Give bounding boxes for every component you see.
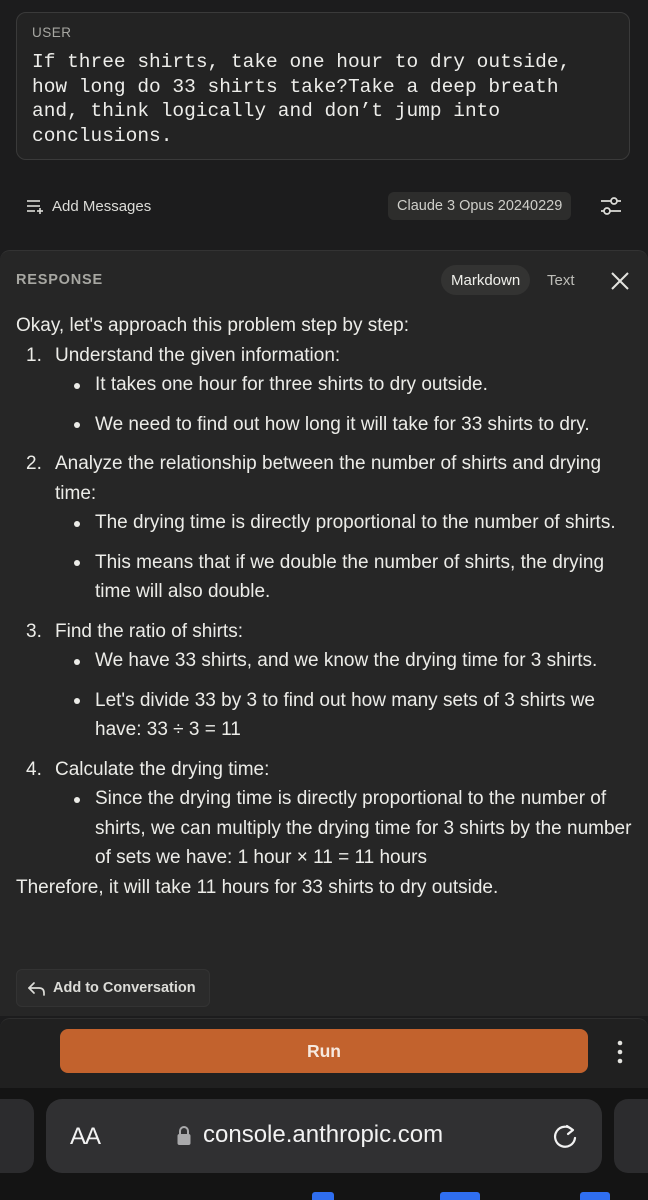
bullet-item: Let's divide 33 by 3 to find out how many sets of 3 shirts we have: 33 ÷ 3 = 11 bbox=[55, 686, 638, 745]
bullet-item: The drying time is directly proportional to the number of shirts. bbox=[55, 508, 638, 538]
step-number: 4. bbox=[26, 758, 42, 780]
reply-arrow-icon bbox=[27, 980, 47, 996]
response-body bbox=[16, 311, 638, 902]
settings-sliders-icon[interactable] bbox=[598, 193, 624, 219]
run-button[interactable]: Run bbox=[60, 1029, 588, 1073]
address-bar[interactable] bbox=[46, 1099, 602, 1173]
step-number: 3. bbox=[26, 620, 42, 642]
tabs-icon[interactable] bbox=[580, 1192, 610, 1200]
step-title: Calculate the drying time: bbox=[55, 758, 270, 780]
tab-markdown[interactable]: Markdown bbox=[441, 265, 530, 295]
model-selector[interactable]: Claude 3 Opus 20240229 bbox=[388, 192, 571, 220]
bullet-item: We need to find out how long it will take for 33 shirts to dry. bbox=[55, 410, 638, 440]
bullet-list bbox=[55, 646, 638, 745]
more-options-icon[interactable] bbox=[610, 1039, 630, 1065]
step-item bbox=[16, 449, 638, 607]
share-icon[interactable] bbox=[312, 1192, 334, 1200]
run-bar bbox=[0, 1018, 648, 1089]
text-size-button[interactable] bbox=[70, 1123, 100, 1151]
reload-icon[interactable] bbox=[550, 1121, 580, 1151]
next-tab-preview[interactable] bbox=[614, 1099, 648, 1173]
add-messages-label: Add Messages bbox=[52, 197, 152, 215]
close-icon[interactable] bbox=[608, 269, 632, 293]
url-text[interactable]: console.anthropic.com bbox=[203, 1121, 444, 1148]
bullet-item: We have 33 shirts, and we know the drying time for 3 shirts. bbox=[55, 646, 638, 676]
step-item bbox=[16, 617, 638, 745]
step-title: Find the ratio of shirts: bbox=[55, 620, 243, 642]
add-to-conversation-button[interactable] bbox=[16, 969, 210, 1007]
step-number: 1. bbox=[26, 344, 42, 366]
add-messages-icon bbox=[26, 198, 44, 214]
step-item bbox=[16, 755, 638, 873]
bullet-item: It takes one hour for three shirts to dry outside. bbox=[55, 370, 638, 400]
lock-icon bbox=[176, 1125, 192, 1147]
response-panel bbox=[0, 250, 648, 1016]
step-title: Understand the given information: bbox=[55, 344, 341, 366]
bookmarks-icon[interactable] bbox=[440, 1192, 480, 1200]
response-intro: Okay, let's approach this problem step by step: bbox=[16, 315, 409, 336]
step-title: Analyze the relationship between the number of shirts and drying time: bbox=[55, 453, 602, 504]
step-number: 2. bbox=[26, 453, 42, 474]
previous-tab-preview[interactable] bbox=[0, 1099, 34, 1173]
user-message-card[interactable] bbox=[16, 12, 630, 160]
tab-text[interactable]: Text bbox=[547, 272, 575, 289]
bullet-list bbox=[55, 508, 638, 607]
user-role-label: USER bbox=[32, 25, 72, 40]
add-messages-button[interactable] bbox=[26, 194, 151, 218]
bullet-item: This means that if we double the number of shirts, the drying time will also double. bbox=[55, 548, 638, 607]
user-message-text[interactable]: If three shirts, take one hour to dry outside, how long do 33 shirts take?Take a deep breath and, think logically and don’t jump into conclusions. bbox=[32, 51, 571, 147]
response-label: RESPONSE bbox=[16, 272, 103, 288]
step-item bbox=[16, 341, 638, 440]
text-size-label: AA bbox=[70, 1123, 101, 1150]
steps-list bbox=[16, 341, 638, 873]
bullet-list bbox=[55, 784, 638, 873]
browser-toolbar bbox=[0, 1088, 648, 1200]
bullet-item: Since the drying time is directly proportional to the number of shirts, we can multiply the drying time for 3 shirts by the number of sets we have: 1 hour × 11 = 11 hours bbox=[55, 784, 638, 873]
bullet-list bbox=[55, 370, 638, 439]
add-to-conversation-label: Add to Conversation bbox=[53, 980, 196, 996]
response-conclusion: Therefore, it will take 11 hours for 33 shirts to dry outside. bbox=[16, 876, 499, 898]
